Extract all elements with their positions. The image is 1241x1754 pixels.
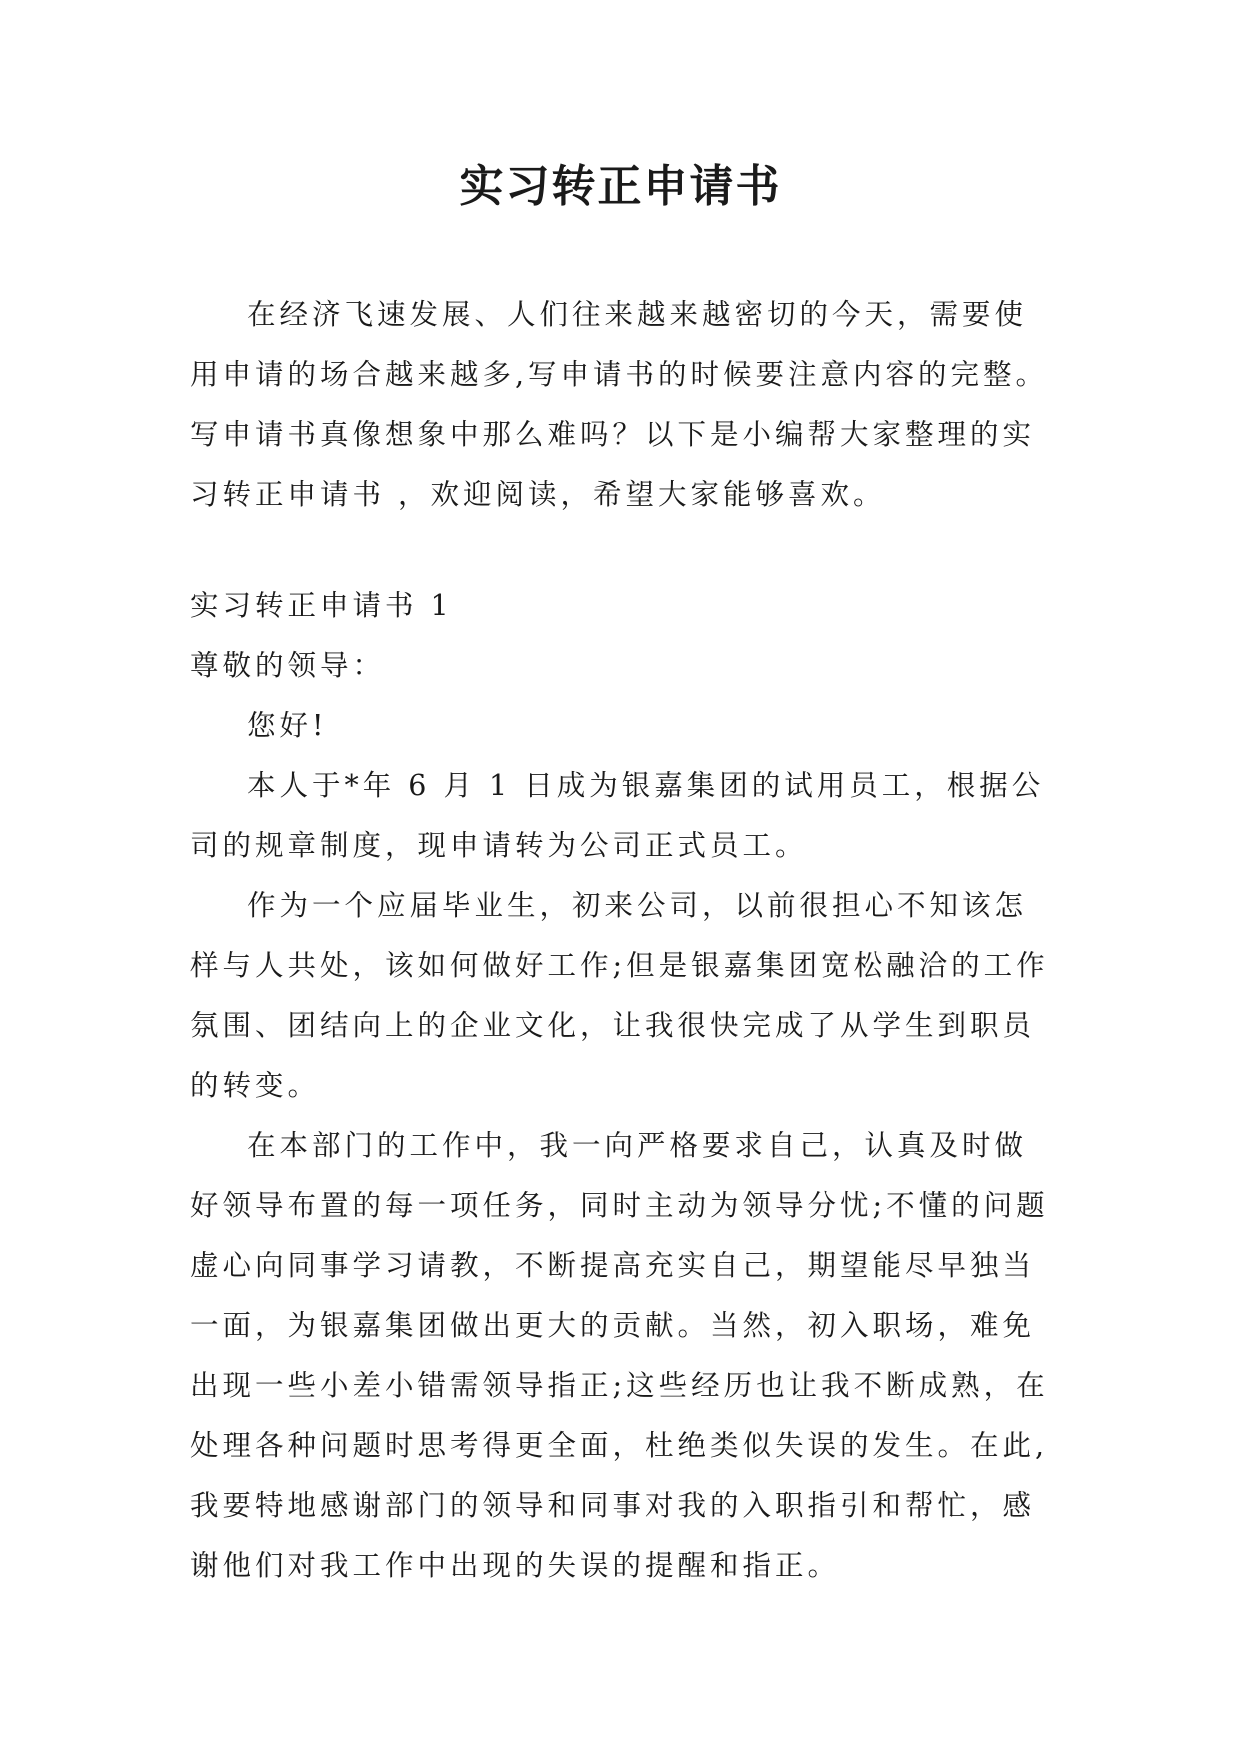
document-title: 实习转正申请书 (459, 161, 782, 212)
intro-paragraph: 在经济飞速发展、人们往来越来越密切的今天，需要使用申请的场合越来越多,写申请书的时候要注意内容的完整。写申请书真像想象中那么难吗？以下是小编帮大家整理的实习转正申请书 ，欢迎阅读，希望大家能够喜欢。 (190, 298, 1049, 511)
salutation: 尊敬的领导： (190, 649, 386, 682)
greeting: 您好! (247, 709, 328, 742)
section-heading: 实习转正申请书 1 (190, 589, 453, 622)
intro-block (190, 285, 1050, 525)
body-paragraph: 作为一个应届毕业生，初来公司，以前很担心不知该怎样与人共处，该如何做好工作;但是银嘉集团宽松融洽的工作氛围、团结向上的企业文化，让我很快完成了从学生到职员的转变。 (190, 889, 1049, 1102)
letter-block (190, 576, 1050, 1596)
body-paragraph: 在本部门的工作中，我一向严格要求自己，认真及时做好领导布置的每一项任务，同时主动为领导分忧;不懂的问题虚心向同事学习请教，不断提高充实自己，期望能尽早独当一面，为银嘉集团做出更大的贡献。当然，初入职场，难免出现一些小差小错需领导指正;这些经历也让我不断成熟，在处理各种问题时思考得更全面，杜绝类似失误的发生。在此,我要特地感谢部门的领导和同事对我的入职指引和帮忙，感谢他们对我工作中出现的失误的提醒和指正。 (190, 1129, 1049, 1582)
body-paragraph: 本人于*年 6 月 1 日成为银嘉集团的试用员工，根据公司的规章制度，现申请转为公司正式员工。 (190, 769, 1045, 862)
